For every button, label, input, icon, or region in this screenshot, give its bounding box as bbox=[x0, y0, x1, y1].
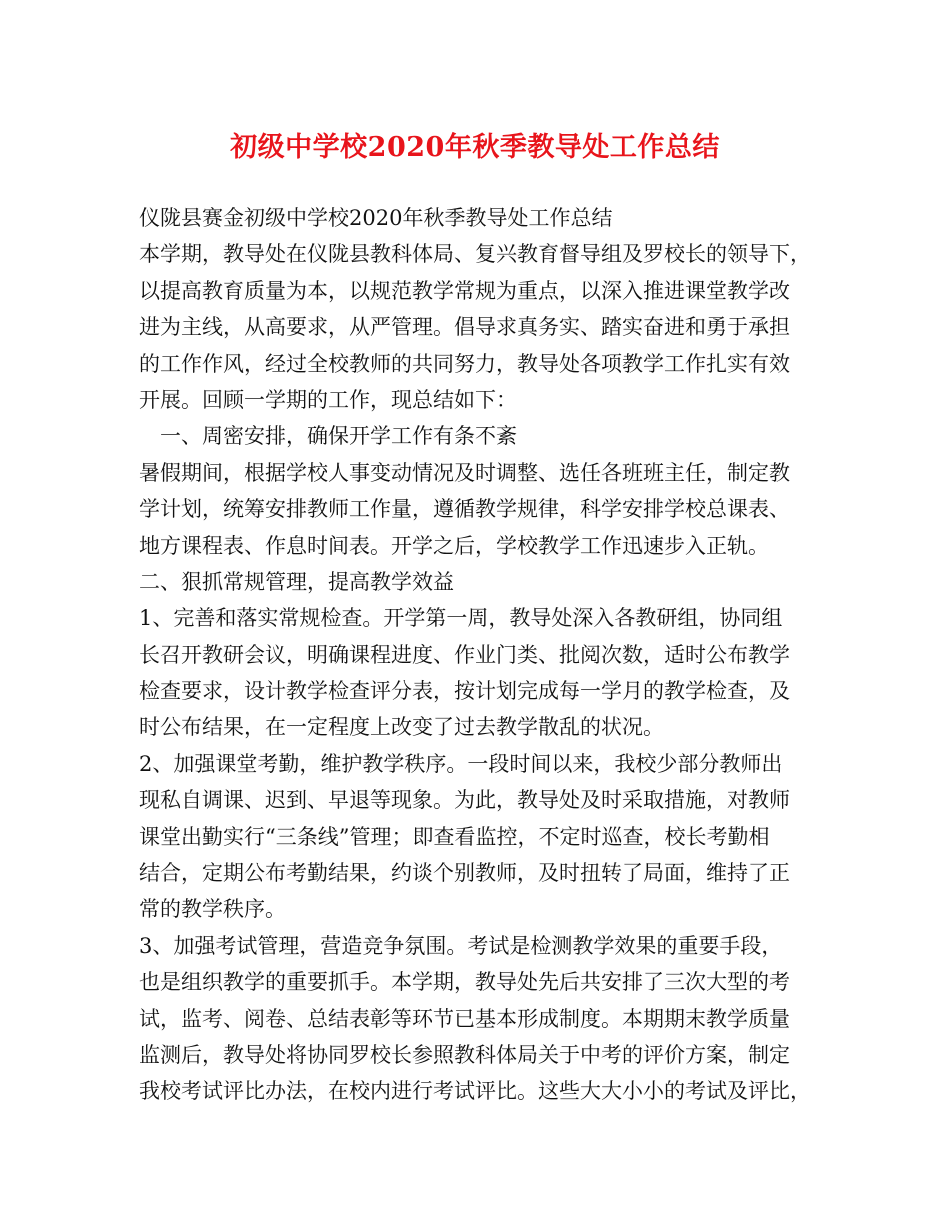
body-line: 进为主线，从高要求，从严管理。倡导求真务实、踏实奋进和勇于承担 bbox=[139, 315, 790, 340]
body-line: 以提高教育质量为本，以规范教学常规为重点，以深入推进课堂教学改 bbox=[139, 278, 790, 303]
body-line: 学计划，统筹安排教师工作量，遵循教学规律，科学安排学校总课表、 bbox=[139, 497, 790, 522]
document-body bbox=[139, 200, 829, 1110]
body-line: 结合，定期公布考勤结果，约谈个别教师，及时扭转了局面，维持了正 bbox=[139, 861, 790, 886]
body-line: 一、周密安排，确保开学工作有条不紊 bbox=[160, 424, 517, 449]
body-line: 长召开教研会议，明确课程进度、作业门类、批阅次数，适时公布教学 bbox=[139, 642, 790, 667]
body-line: 地方课程表、作息时间表。开学之后，学校教学工作迅速步入正轨。 bbox=[139, 533, 769, 558]
body-line: 试，监考、阅卷、总结表彰等环节已基本形成制度。本期期末教学质量 bbox=[139, 1006, 790, 1031]
body-line: 2、加强课堂考勤，维护教学秩序。一段时间以来，我校少部分教师出 bbox=[139, 751, 783, 776]
body-line: 的工作作风，经过全校教师的共同努力，教导处各项教学工作扎实有效 bbox=[139, 351, 790, 376]
body-line: 时公布结果，在一定程度上改变了过去教学散乱的状况。 bbox=[139, 715, 664, 740]
body-line: 监测后，教导处将协同罗校长参照教科体局关于中考的评价方案，制定 bbox=[139, 1042, 790, 1067]
body-line: 常的教学秩序。 bbox=[139, 897, 286, 922]
body-line: 本学期，教导处在仪陇县教科体局、复兴教育督导组及罗校长的领导下， bbox=[139, 242, 811, 267]
body-line: 1、完善和落实常规检查。开学第一周，教导处深入各教研组，协同组 bbox=[139, 606, 783, 631]
body-line: 暑假期间，根据学校人事变动情况及时调整、选任各班班主任，制定教 bbox=[139, 460, 790, 485]
body-line: 也是组织教学的重要抓手。本学期，教导处先后共安排了三次大型的考 bbox=[139, 970, 790, 995]
body-line: 3、加强考试管理，营造竞争氛围。考试是检测教学效果的重要手段， bbox=[139, 933, 783, 958]
body-line: 检查要求，设计教学检查评分表，按计划完成每一学月的教学检查，及 bbox=[139, 679, 790, 704]
body-line: 课堂出勤实行“三条线”管理；即查看监控，不定时巡查，校长考勤相 bbox=[139, 824, 770, 849]
body-line: 开展。回顾一学期的工作，现总结如下： bbox=[139, 387, 517, 412]
body-line: 二、狠抓常规管理，提高教学效益 bbox=[139, 569, 454, 594]
body-line: 我校考试评比办法，在校内进行考试评比。这些大大小小的考试及评比， bbox=[139, 1079, 811, 1104]
body-line: 现私自调课、迟到、早退等现象。为此，教导处及时采取措施，对教师 bbox=[139, 788, 790, 813]
document-title: 初级中学校2020年秋季教导处工作总结 bbox=[230, 132, 720, 163]
body-line: 仪陇县赛金初级中学校2020年秋季教导处工作总结 bbox=[139, 206, 613, 230]
